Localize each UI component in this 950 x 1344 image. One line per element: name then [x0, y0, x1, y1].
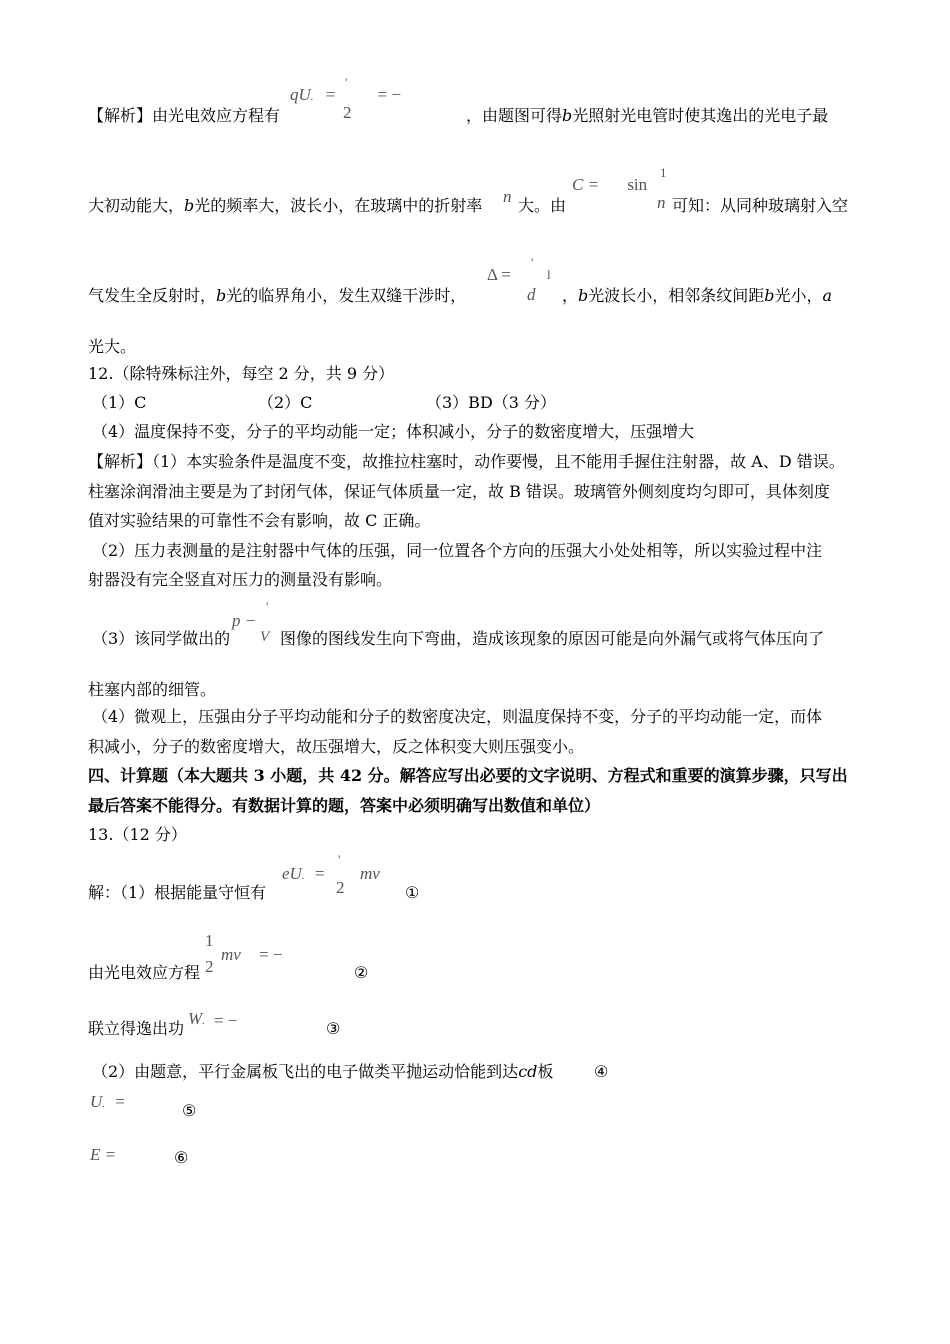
formula-field: E = — [90, 1145, 117, 1164]
section4-heading-1: 四、计算题（本大题共 3 小题，共 42 分。解答应写出必要的文字说明、方程式和重要的演算步骤，只写出 — [88, 766, 848, 785]
q11-line3-tail: ，b光波长小，相邻条纹间距b光小，a — [562, 286, 833, 305]
q12-explain-1: 【解析】（1）本实验条件是温度不变，故推拉柱塞时，动作要慢，且不能用手握住注射器，故 A、D 错误。 — [88, 452, 845, 471]
q12-explain-9: 积减小，分子的数密度增大，故压强增大，反之体积变大则压强变小。 — [88, 737, 585, 756]
q13-step-2: 由光电效应方程 — [88, 963, 201, 982]
q12-explain-3: 值对实验结果的可靠性不会有影响，故 C 正确。 — [88, 511, 431, 530]
q11-line2-tail: 可知：从同种玻璃射入空 — [672, 196, 849, 215]
q13-step-4: （2）由题意，平行金属板飞出的电子做类平抛运动恰能到达cd板 — [92, 1062, 554, 1081]
q12-explain-4: （2）压力表测量的是注射器中气体的压强，同一位置各个方向的压强大小处处相等，所以实验过程中注 — [92, 541, 823, 560]
q13-heading: 13.（12 分） — [88, 825, 187, 844]
q12-explain-5: 射器没有完全竖直对压力的测量没有影响。 — [88, 570, 393, 589]
q12-explain-7: 柱塞内部的细管。 — [88, 680, 217, 699]
q11-line4: 光大。 — [88, 337, 137, 356]
q12-answer-3: （3）BD（3 分） — [426, 393, 557, 412]
q13-step-3: 联立得逸出功 — [88, 1019, 185, 1038]
q12-answer-2: （2）C — [258, 393, 313, 412]
section4-heading-2: 最后答案不能得分。有数据计算的题，答案中必须明确写出数值和单位） — [88, 796, 601, 815]
eq-marker-2: ② — [354, 963, 369, 982]
q11-line1-tail: ，由题图可得b光照射光电管时使其逸出的光电子最 — [466, 106, 829, 125]
formula-critical-angle: C = sin 1 n — [572, 165, 667, 212]
q13-step-1: 解：（1）根据能量守恒有 — [88, 883, 267, 902]
q12-answer-4: （4）温度保持不变，分子的平均动能一定；体积减小，分子的数密度增大，压强增大 — [92, 422, 695, 441]
eq-marker-3: ③ — [326, 1019, 341, 1038]
eq-marker-4: ④ — [594, 1062, 609, 1081]
q12-heading: 12.（除特殊标注外，每空 2 分，共 9 分） — [88, 364, 395, 383]
q11-line1: 【解析】由光电效应方程有 — [88, 106, 281, 125]
eq-marker-6: ⑥ — [174, 1148, 189, 1167]
q12-explain-6: （3）该同学做出的 — [92, 629, 231, 648]
q12-explain-8: （4）微观上，压强由分子平均动能和分子的数密度决定，则温度保持不变，分子的平均动能一定，而体 — [92, 707, 823, 726]
q11-line2-mid: 大。由 — [518, 196, 567, 215]
formula-voltage: U. = — [90, 1092, 125, 1111]
formula-n-symbol: n — [503, 187, 512, 206]
q11-line3: 气发生全反射时，b光的临界角小，发生双缝干涉时， — [88, 286, 467, 305]
formula-p-inverse-v: p − ' V — [232, 599, 270, 645]
formula-fringe-spacing: Δ = ' l d — [487, 255, 551, 304]
eq-marker-1: ① — [405, 883, 420, 902]
q11-line2: 大初动能大，b光的频率大，波长小，在玻璃中的折射率 — [88, 196, 483, 215]
formula-work-function: W. = − — [188, 1009, 238, 1030]
formula-photoelectric: qU. = ' 2 = − — [290, 75, 402, 122]
q12-answer-1: （1）C — [92, 393, 147, 412]
q12-explain-6-tail: 图像的图线发生向下弯曲，造成该现象的原因可能是向外漏气或将气体压向了 — [280, 629, 825, 648]
q12-explain-2: 柱塞涂润滑油主要是为了封闭气体，保证气体质量一定，故 B 错误。玻璃管外侧刻度均匀即可，具体刻度 — [88, 482, 830, 501]
eq-marker-5: ⑤ — [182, 1101, 197, 1120]
formula-energy-conservation: eU. = ' 2 mv — [282, 852, 380, 897]
